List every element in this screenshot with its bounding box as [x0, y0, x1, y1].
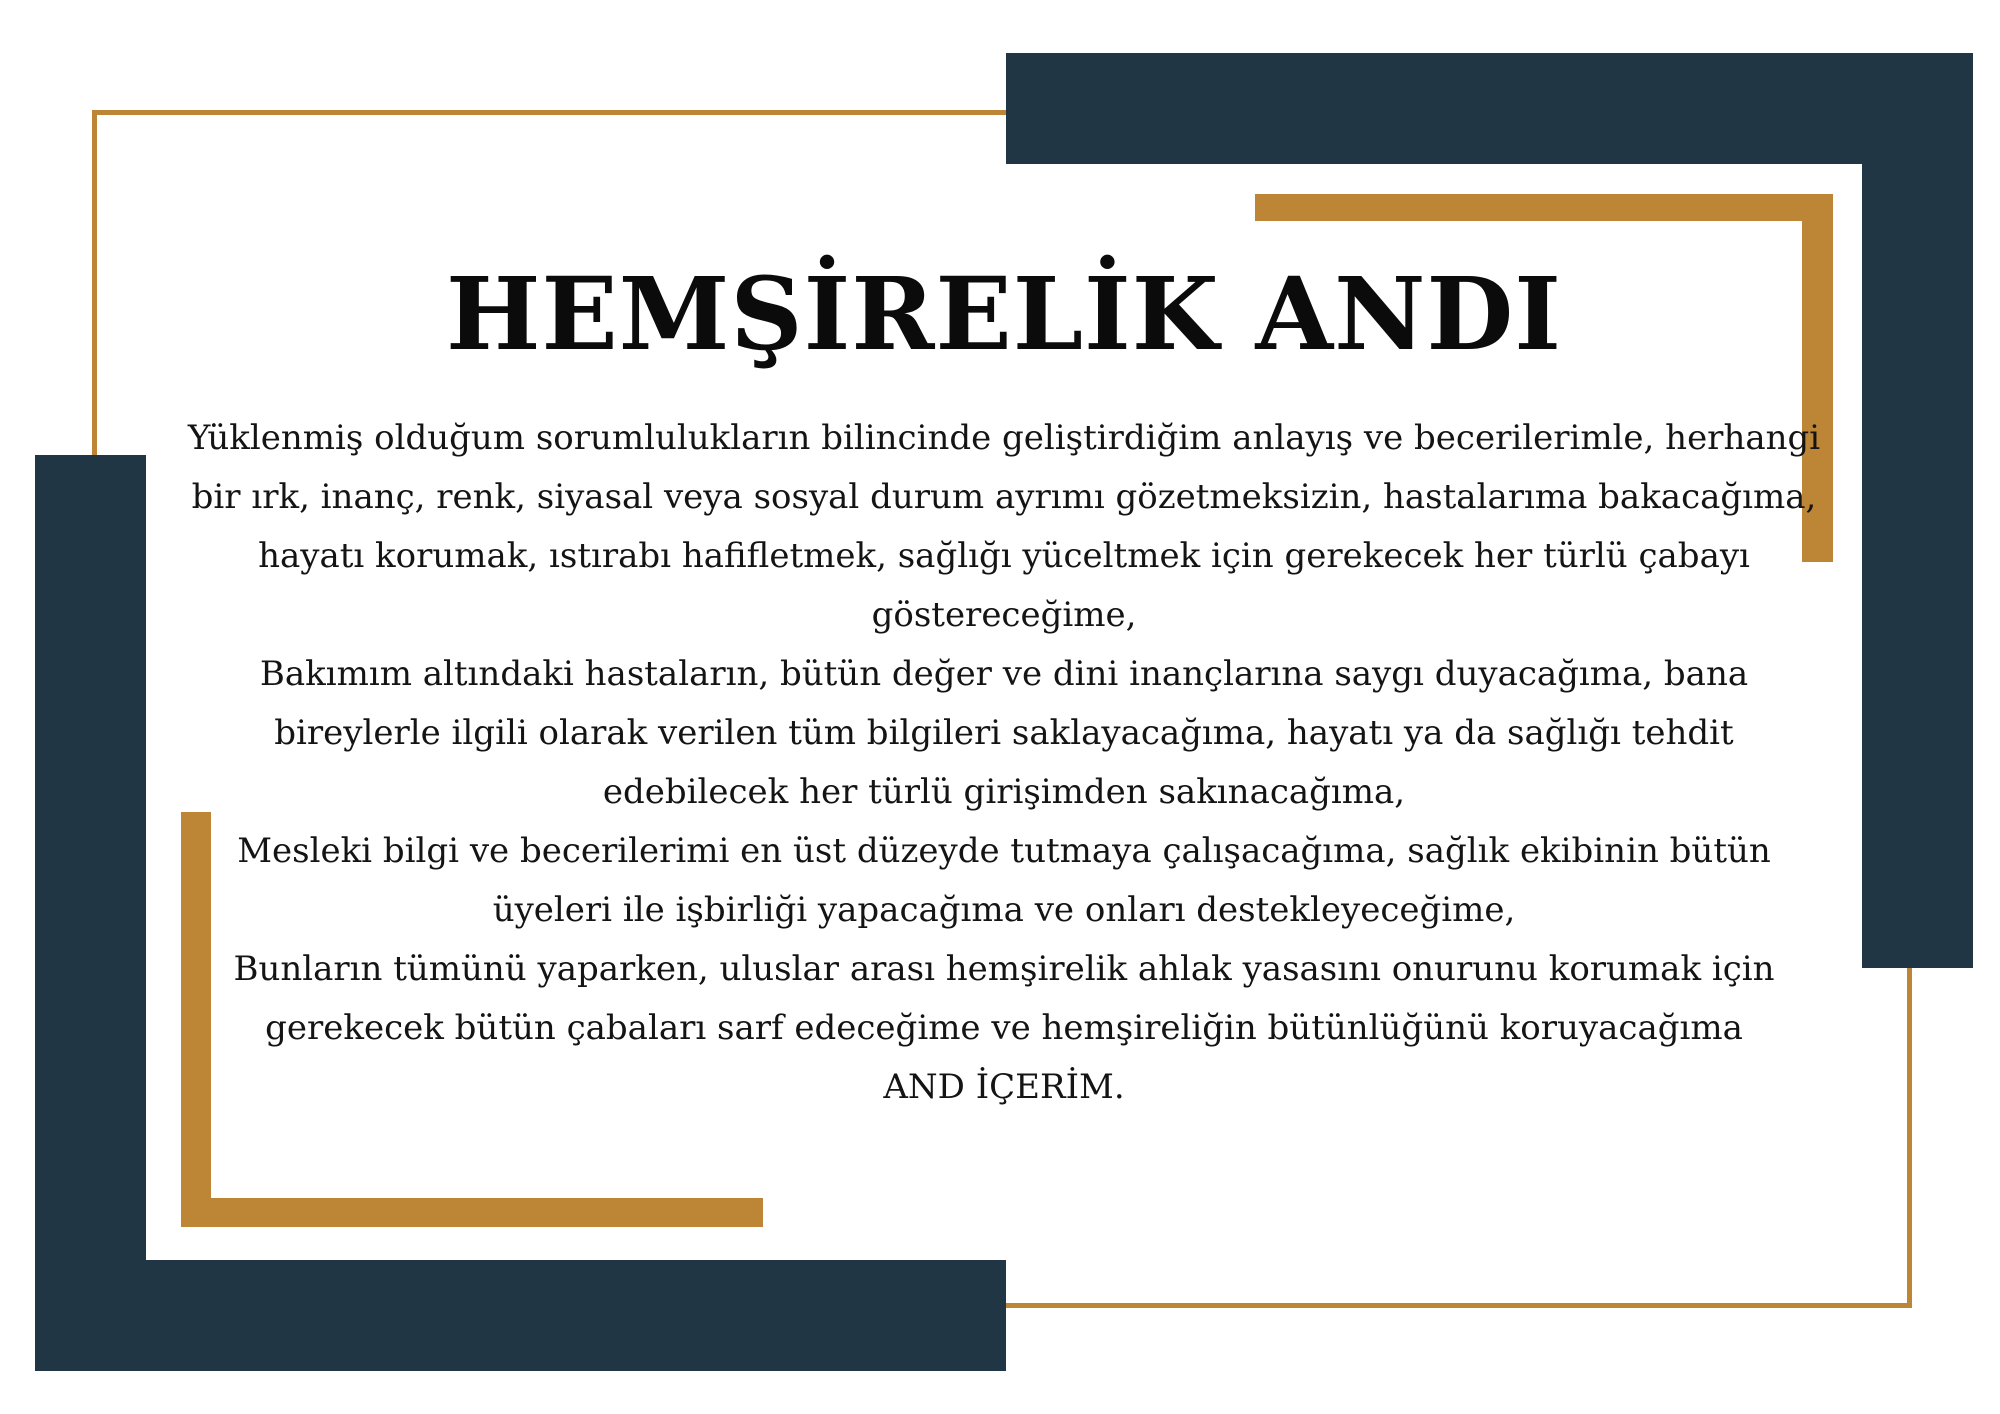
oath-paragraph-1: Yüklenmiş olduğum sorumlulukların bilincinde geliştirdiğim anlayış ve becerilerimle, herhangi bir ırk, inanç, renk, siyasal veya sosyal durum ayrımı gözetmeksizin, hastalarıma bakacağıma, hayatı korumak, ıstırabı hafifletmek, sağlığı yüceltmek için gerekecek her türlü çabayı göstereceğime, — [187, 418, 1821, 635]
navy-right-corner-bar — [1862, 53, 1973, 968]
oath-paragraph-4: Bunların tümünü yaparken, uluslar arası hemşirelik ahlak yasasını onurunu korumak için gerekecek bütün çabaları sarf edeceğime ve hemşireliğin bütünlüğünü koruyacağıma — [233, 949, 1775, 1048]
gold-bottom-bracket — [181, 1198, 763, 1227]
document-title: HEMŞİRELİK ANDI — [445, 255, 1563, 373]
oath-content — [146, 164, 1862, 1117]
navy-bottom-corner-bar — [35, 1260, 1006, 1371]
navy-top-corner-bar — [1006, 53, 1973, 164]
oath-paragraph-3: Mesleki bilgi ve becerilerimi en üst düzeyde tutmaya çalışacağıma, sağlık ekibinin bütün üyeleri ile işbirliği yapacağıma ve onları destekleyeceğime, — [237, 831, 1771, 930]
oath-closing: AND İÇERİM. — [883, 1067, 1125, 1107]
oath-paragraph-2: Bakımım altındaki hastaların, bütün değer ve dini inançlarına saygı duyacağıma, bana bireylerle ilgili olarak verilen tüm bilgileri saklayacağıma, hayatı ya da sağlığı tehdit edebilecek her türlü girişimden sakınacağıma, — [259, 654, 1749, 812]
navy-left-corner-bar — [35, 455, 146, 1371]
oath-text — [184, 409, 1824, 1117]
